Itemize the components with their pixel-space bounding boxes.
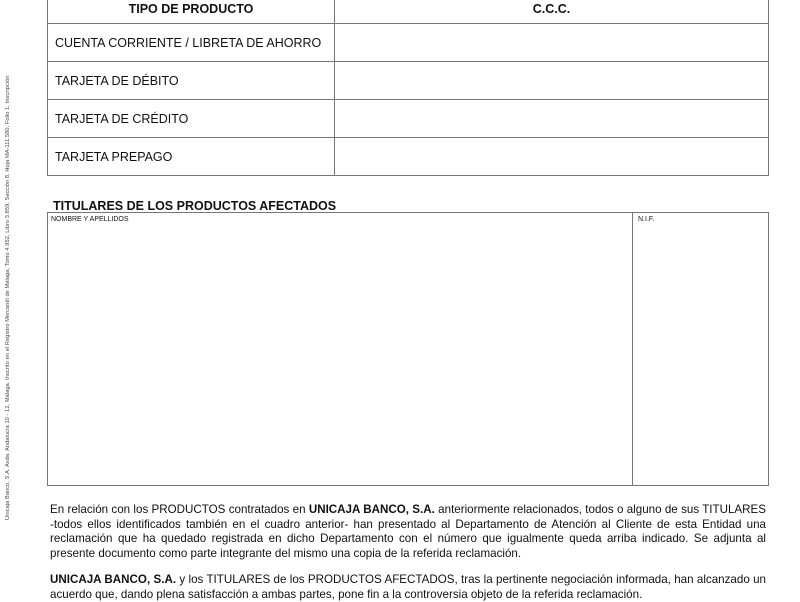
holders-name-column[interactable] bbox=[48, 213, 633, 485]
side-legal-text bbox=[3, 0, 17, 600]
product-name: TARJETA DE DÉBITO bbox=[48, 62, 335, 100]
paragraph-claim: En relación con los PRODUCTOS contratados en UNICAJA BANCO, S.A. anteriormente relacionados, todos o alguno de sus TITULARES -todos ellos identificados también en el cuadro anterior- han presentado al Departamento de Atención al Cliente de esta Entidad una reclamación que ha quedado registrada en dicho Departamento con el número que igualmente queda arriba indicado. Se adjunta al presente documento como parte integrante del mismo una copia de la referida reclamación. bbox=[50, 503, 766, 560]
ccc-field[interactable] bbox=[335, 100, 769, 138]
products-table-header bbox=[48, 0, 769, 24]
bank-name: UNICAJA BANCO, S.A. bbox=[308, 503, 435, 516]
holders-nif-header: N.I.F. bbox=[638, 216, 655, 223]
product-name: CUENTA CORRIENTE / LIBRETA DE AHORRO bbox=[48, 24, 335, 62]
ccc-field[interactable] bbox=[335, 138, 769, 176]
holders-name-header: NOMBRE Y APELLIDOS bbox=[51, 216, 129, 223]
table-row bbox=[48, 62, 769, 100]
product-name: TARJETA DE CRÉDITO bbox=[48, 100, 335, 138]
paragraph-agreement: UNICAJA BANCO, S.A. y los TITULARES de los PRODUCTOS AFECTADOS, tras la pertinente negociación informada, han alcanzado un acuerdo que, dando plena satisfacción a ambas partes, pone fin a la controversia objeto de la referida reclamación. bbox=[50, 573, 766, 601]
table-row bbox=[48, 138, 769, 176]
ccc-field[interactable] bbox=[335, 24, 769, 62]
ccc-field[interactable] bbox=[335, 62, 769, 100]
header-ccc: C.C.C. bbox=[335, 0, 769, 24]
bank-name: UNICAJA BANCO, S.A. bbox=[50, 573, 177, 586]
holders-box bbox=[47, 212, 769, 486]
table-row bbox=[48, 24, 769, 62]
side-legal-text-content: Unicaja Banco, S.A. Avda. Andalucía 10 - 12, Málaga. Inscrito en el Registro Mercantil de Málaga, Tomo 4.952, Libro 3.859, Sección 8, Hoja MA-111.580, Folio 1, Inscripción bbox=[5, 75, 11, 520]
products-table bbox=[47, 0, 769, 176]
header-product-type: TIPO DE PRODUCTO bbox=[48, 0, 335, 24]
table-row bbox=[48, 100, 769, 138]
holders-section-title: TITULARES DE LOS PRODUCTOS AFECTADOS bbox=[53, 199, 337, 213]
product-name: TARJETA PREPAGO bbox=[48, 138, 335, 176]
